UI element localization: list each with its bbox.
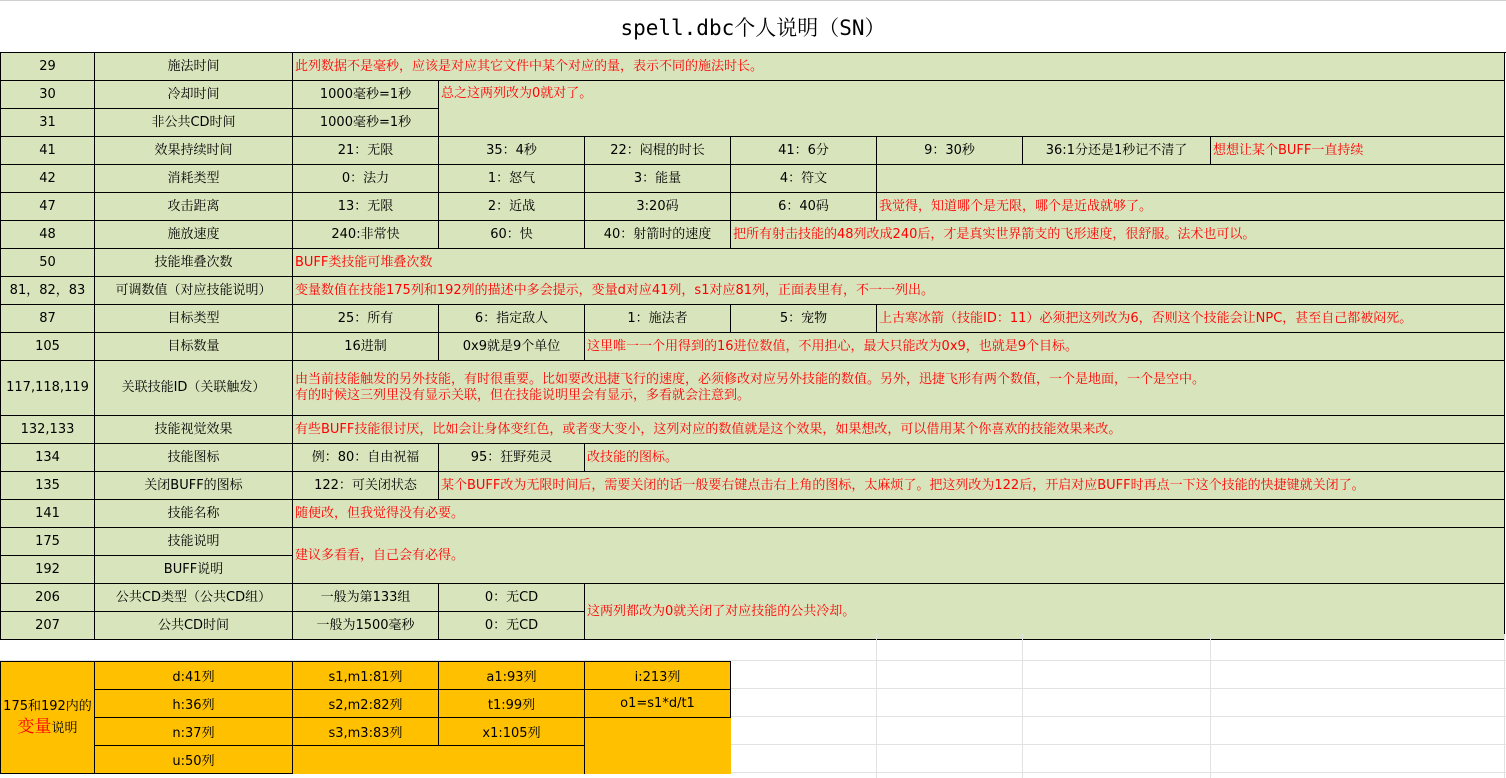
- legend-empty[interactable]: [585, 718, 731, 774]
- gridline: [1210, 634, 1211, 778]
- cell-field-name[interactable]: 关联技能ID（关联触发）: [95, 361, 293, 416]
- cell-value[interactable]: 一般为1500毫秒: [293, 612, 439, 640]
- cell-note[interactable]: 把所有射击技能的48列改成240后，才是真实世界箭支的飞形速度，很舒服。法术也可以。: [731, 221, 1505, 249]
- table-row: [1, 662, 731, 690]
- legend-cell[interactable]: u:50列: [95, 746, 293, 774]
- gridline: [1504, 634, 1505, 778]
- variable-legend-table: [0, 661, 731, 774]
- table-row: [1, 53, 1505, 81]
- legend-label[interactable]: [1, 662, 95, 774]
- note-line: 由当前技能触发的另外技能，有时很重要。比如要改迅捷飞行的速度，必须修改对应另外技能的数值。另外，迅捷飞形有两个数值，一个是地面，一个是空中。: [295, 372, 1206, 387]
- gridline: [1022, 634, 1023, 778]
- cell-value[interactable]: 1：施法者: [585, 305, 731, 333]
- cell-note[interactable]: 变量数值在技能175列和192列的描述中多会提示，变量d对应41列，s1对应81列，正面表里有，不一一列出。: [293, 277, 1505, 305]
- table-row: [1, 528, 1505, 556]
- cell-value[interactable]: 9：30秒: [877, 137, 1023, 165]
- table-row: [1, 165, 1505, 193]
- legend-cell[interactable]: s3,m3:83列: [293, 718, 439, 746]
- legend-cell[interactable]: x1:105列: [439, 718, 585, 746]
- cell-col-number[interactable]: 48: [1, 221, 95, 249]
- cell-field-name[interactable]: 关闭BUFF的图标: [95, 472, 293, 500]
- legend-cell[interactable]: h:36列: [95, 690, 293, 718]
- cell-value[interactable]: 35：4秒: [439, 137, 585, 165]
- cell-col-number[interactable]: 42: [1, 165, 95, 193]
- cell-col-number[interactable]: 175: [1, 528, 95, 556]
- cell-field-name[interactable]: 目标数量: [95, 333, 293, 361]
- cell-value[interactable]: 22：闷棍的时长: [585, 137, 731, 165]
- spell-dbc-table: [0, 52, 1505, 640]
- cell-value[interactable]: 0x9就是9个单位: [439, 333, 585, 361]
- cell-empty[interactable]: [877, 165, 1505, 193]
- cell-col-number[interactable]: 206: [1, 584, 95, 612]
- cell-value[interactable]: 一般为第133组: [293, 584, 439, 612]
- cell-note[interactable]: 这里唯一一个用得到的16进位数值，不用担心，最大只能改为0x9，也就是9个目标。: [585, 333, 1505, 361]
- table-row: [1, 690, 731, 718]
- cell-note[interactable]: 有些BUFF技能很讨厌，比如会让身体变红色，或者变大变小，这列对应的数值就是这个效果，如果想改，可以借用某个你喜欢的技能效果来改。: [293, 416, 1505, 444]
- cell-col-number[interactable]: 117,118,119: [1, 361, 95, 416]
- cell-col-number[interactable]: 135: [1, 472, 95, 500]
- cell-value[interactable]: 0：法力: [293, 165, 439, 193]
- cell-field-name[interactable]: 技能堆叠次数: [95, 249, 293, 277]
- table-row: [1, 333, 1505, 361]
- cell-value[interactable]: 4：符文: [731, 165, 877, 193]
- cell-field-name[interactable]: 消耗类型: [95, 165, 293, 193]
- sheet-title[interactable]: spell.dbc个人说明（SN）: [0, 0, 1506, 53]
- cell-value[interactable]: 6：40码: [731, 193, 877, 221]
- cell-note[interactable]: 这两列都改为0就关闭了对应技能的公共冷却。: [585, 584, 1505, 640]
- note-line: 有的时候这三列里没有显示关联，但在技能说明里会有显示，多看就会注意到。: [295, 388, 751, 403]
- table-row: [1, 221, 1505, 249]
- cell-value[interactable]: 0：无CD: [439, 612, 585, 640]
- cell-note[interactable]: 某个BUFF改为无限时间后，需要关闭的话一般要右键点击右上角的图标，太麻烦了。把这列改为122后，开启对应BUFF时再点一下这个技能的快捷键就关闭了。: [439, 472, 1505, 500]
- cell-value[interactable]: 240:非常快: [293, 221, 439, 249]
- cell-field-name[interactable]: 公共CD类型（公共CD组）: [95, 584, 293, 612]
- cell-field-name[interactable]: 技能名称: [95, 500, 293, 528]
- legend-empty[interactable]: [293, 746, 585, 774]
- cell-col-number[interactable]: 81，82，83: [1, 277, 95, 305]
- cell-col-number[interactable]: 31: [1, 109, 95, 137]
- cell-field-name[interactable]: 可调数值（对应技能说明）: [95, 277, 293, 305]
- legend-cell[interactable]: s1,m1:81列: [293, 662, 439, 690]
- cell-col-number[interactable]: 132,133: [1, 416, 95, 444]
- legend-cell[interactable]: t1:99列: [439, 690, 585, 718]
- cell-note[interactable]: 建议多看看，自己会有必得。: [293, 528, 1505, 584]
- cell-value[interactable]: 6：指定敌人: [439, 305, 585, 333]
- cell-field-name[interactable]: 公共CD时间: [95, 612, 293, 640]
- cell-field-name[interactable]: 技能视觉效果: [95, 416, 293, 444]
- table-row: [1, 137, 1505, 165]
- cell-value[interactable]: 60：快: [439, 221, 585, 249]
- cell-value[interactable]: 122：可关闭状态: [293, 472, 439, 500]
- cell-value[interactable]: 0：无CD: [439, 584, 585, 612]
- cell-value[interactable]: 95：狂野苑灵: [439, 444, 585, 472]
- cell-value[interactable]: 21：无限: [293, 137, 439, 165]
- cell-col-number[interactable]: 47: [1, 193, 95, 221]
- table-row: [1, 277, 1505, 305]
- table-row: [1, 193, 1505, 221]
- cell-value[interactable]: 25：所有: [293, 305, 439, 333]
- cell-value[interactable]: 1000毫秒=1秒: [293, 109, 439, 137]
- legend-cell[interactable]: s2,m2:82列: [293, 690, 439, 718]
- cell-col-number[interactable]: 29: [1, 53, 95, 81]
- cell-note[interactable]: 总之这两列改为0就对了。: [439, 81, 1505, 137]
- cell-field-name[interactable]: BUFF说明: [95, 556, 293, 584]
- legend-label-text: 175和192内的: [3, 698, 92, 714]
- cell-note[interactable]: [293, 361, 1505, 416]
- table-row: [1, 500, 1505, 528]
- cell-field-name[interactable]: 技能说明: [95, 528, 293, 556]
- cell-col-number[interactable]: 30: [1, 81, 95, 109]
- table-row: [1, 718, 731, 746]
- cell-note[interactable]: 随便改，但我觉得没有必要。: [293, 500, 1505, 528]
- cell-col-number[interactable]: 41: [1, 137, 95, 165]
- cell-col-number[interactable]: 141: [1, 500, 95, 528]
- cell-col-number[interactable]: 192: [1, 556, 95, 584]
- cell-value[interactable]: 5：宠物: [731, 305, 877, 333]
- cell-field-name[interactable]: 效果持续时间: [95, 137, 293, 165]
- legend-label-text: 说明: [51, 720, 78, 736]
- cell-note[interactable]: 我觉得，知道哪个是无限，哪个是近战就够了。: [877, 193, 1505, 221]
- table-row: [1, 584, 1505, 612]
- cell-field-name[interactable]: 施法时间: [95, 53, 293, 81]
- cell-value[interactable]: 36:1分还是1秒记不清了: [1023, 137, 1211, 165]
- cell-value[interactable]: 1000毫秒=1秒: [293, 81, 439, 109]
- legend-cell[interactable]: a1:93列: [439, 662, 585, 690]
- cell-col-number[interactable]: 134: [1, 444, 95, 472]
- table-row: [1, 472, 1505, 500]
- cell-field-name[interactable]: 技能图标: [95, 444, 293, 472]
- cell-field-name[interactable]: 攻击距离: [95, 193, 293, 221]
- cell-field-name[interactable]: 目标类型: [95, 305, 293, 333]
- cell-field-name[interactable]: 冷却时间: [95, 81, 293, 109]
- cell-value[interactable]: 例：80：自由祝福: [293, 444, 439, 472]
- cell-value[interactable]: 41：6分: [731, 137, 877, 165]
- cell-value[interactable]: 3:20码: [585, 193, 731, 221]
- table-row: [1, 444, 1505, 472]
- gridline: [876, 634, 877, 778]
- cell-col-number[interactable]: 105: [1, 333, 95, 361]
- legend-cell[interactable]: d:41列: [95, 662, 293, 690]
- table-row: [1, 305, 1505, 333]
- table-row: [1, 416, 1505, 444]
- cell-note[interactable]: 想想让某个BUFF一直持续: [1211, 137, 1505, 165]
- legend-cell[interactable]: o1=s1*d/t1: [585, 690, 731, 718]
- legend-cell[interactable]: n:37列: [95, 718, 293, 746]
- cell-value[interactable]: 1：怒气: [439, 165, 585, 193]
- legend-label-highlight: 变量: [17, 716, 52, 737]
- cell-value[interactable]: 13：无限: [293, 193, 439, 221]
- table-row: [1, 81, 1505, 109]
- table-row: [1, 249, 1505, 277]
- cell-col-number[interactable]: 87: [1, 305, 95, 333]
- cell-value[interactable]: 16进制: [293, 333, 439, 361]
- legend-cell[interactable]: i:213列: [585, 662, 731, 690]
- table-row: [1, 361, 1505, 416]
- cell-col-number[interactable]: 207: [1, 612, 95, 640]
- cell-note[interactable]: 改技能的图标。: [585, 444, 1505, 472]
- cell-value[interactable]: 3：能量: [585, 165, 731, 193]
- cell-note[interactable]: BUFF类技能可堆叠次数: [293, 249, 1505, 277]
- cell-note[interactable]: 此列数据不是毫秒，应该是对应其它文件中某个对应的量，表示不同的施法时长。: [293, 53, 1505, 81]
- cell-col-number[interactable]: 50: [1, 249, 95, 277]
- cell-field-name[interactable]: 非公共CD时间: [95, 109, 293, 137]
- cell-field-name[interactable]: 施放速度: [95, 221, 293, 249]
- cell-value[interactable]: 2：近战: [439, 193, 585, 221]
- cell-note[interactable]: 上古寒冰箭（技能ID：11）必须把这列改为6，否则这个技能会让NPC，甚至自己都被闷死。: [877, 305, 1505, 333]
- cell-value[interactable]: 40：射箭时的速度: [585, 221, 731, 249]
